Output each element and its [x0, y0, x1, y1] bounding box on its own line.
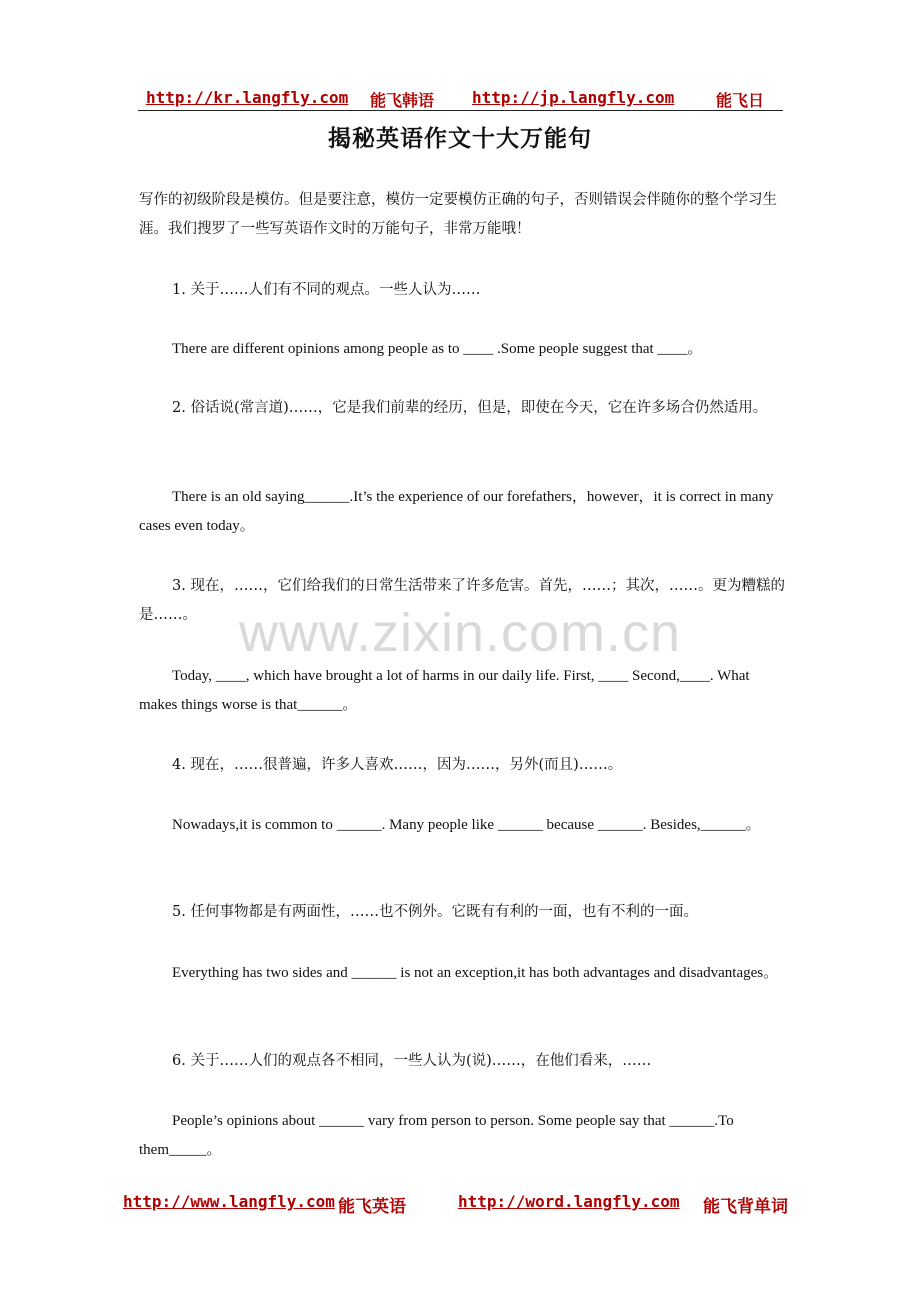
item-3-chinese: 3. 现在，……，它们给我们的日常生活带来了许多危害。首先，……；其次，……。更为糟糕的是……。	[139, 578, 785, 623]
header-link-jp[interactable]: http://jp.langfly.com	[472, 88, 675, 107]
item-1-chinese: 1. 关于……人们有不同的观点。一些人认为……	[172, 282, 481, 298]
footer-label-word: 能飞背单词	[703, 1197, 788, 1217]
item-1-english: There are different opinions among people as to ____ .Some people suggest that ____。	[172, 341, 703, 357]
intro-paragraph: 写作的初级阶段是模仿。但是要注意，模仿一定要模仿正确的句子，否则错误会伴随你的整个学习生涯。我们搜罗了一些写英语作文时的万能句子，非常万能哦！	[139, 192, 777, 237]
footer-link-word[interactable]: http://word.langfly.com	[458, 1192, 680, 1211]
header-label-kr: 能飞韩语	[370, 91, 435, 110]
header-label-jp: 能飞日	[716, 91, 765, 110]
header-link-kr[interactable]: http://kr.langfly.com	[146, 88, 349, 107]
document-title: 揭秘英语作文十大万能句	[328, 125, 592, 152]
item-2-chinese: 2. 俗话说(常言道)……，它是我们前辈的经历，但是，即使在今天，它在许多场合仍然适用。	[172, 400, 768, 416]
item-4-english: Nowadays,it is common to ______. Many people like ______ because ______. Besides,______。	[172, 817, 761, 833]
watermark: www.zixin.com.cn	[238, 603, 682, 663]
item-5-chinese: 5. 任何事物都是有两面性，……也不例外。它既有有利的一面，也有不利的一面。	[172, 904, 698, 920]
page-header	[138, 88, 783, 111]
item-2-english: There is an old saying______.It’s the experience of our forefathers，however，it is correct in many cases even today。	[139, 489, 774, 534]
page-footer	[0, 1192, 920, 1216]
item-3-english: Today, ____, which have brought a lot of harms in our daily life. First, ____ Second,____. What makes things worse is that______。	[139, 668, 750, 713]
footer-link-www[interactable]: http://www.langfly.com	[123, 1192, 335, 1211]
footer-label-www: 能飞英语	[338, 1197, 406, 1217]
item-6-chinese: 6. 关于……人们的观点各不相同，一些人认为(说)……，在他们看来，……	[172, 1053, 652, 1069]
item-5-english: Everything has two sides and ______ is not an exception,it has both advantages and disadvantages。	[172, 965, 779, 981]
item-4-chinese: 4. 现在，……很普遍，许多人喜欢……，因为……，另外(而且)……。	[172, 757, 623, 773]
item-6-english: People’s opinions about ______ vary from person to person. Some people say that ______.To them_____。	[139, 1113, 734, 1158]
